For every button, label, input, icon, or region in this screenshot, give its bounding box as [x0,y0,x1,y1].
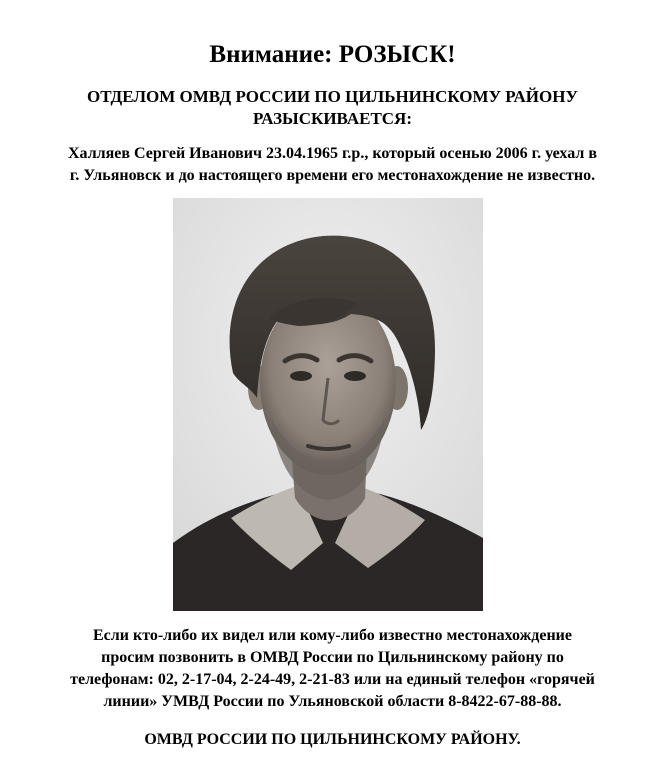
person-line: Халляев Сергей Иванович 23.04.1965 г.р., который осенью 2006 г. уехал в [68,145,597,162]
notice-footer: ОМВД РОССИИ ПО ЦИЛЬНИНСКОМУ РАЙОНУ. [144,731,521,748]
person-line: г. Ульяновск и до настоящего времени его местонахождение не известно. [69,167,596,184]
subtitle-line: РАЗЫСКИВАЕТСЯ: [253,109,412,128]
contact-line: телефонам: 02, 2-17-04, 2-24-49, 2-21-83 или на единый телефон «горячей [70,671,595,688]
contact-line: линии» УМВД России по Ульяновской области 8-8422-67-88-88. [103,693,562,710]
contact-line: просим позвонить в ОМВД России по Цильнинскому району по [101,649,564,666]
contact-info [0,625,665,713]
portrait-photo-icon [173,198,483,611]
subtitle-line: ОТДЕЛОМ ОМВД РОССИИ ПО ЦИЛЬНИНСКОМУ РАЙОНУ [87,87,578,106]
notice-title: Внимание: РОЗЫСК! [209,41,456,68]
contact-line: Если кто-либо их видел или кому-либо известно местонахождение [93,627,572,644]
person-description [0,143,665,187]
missing-person-photo [173,198,483,611]
notice-subtitle [0,86,665,130]
